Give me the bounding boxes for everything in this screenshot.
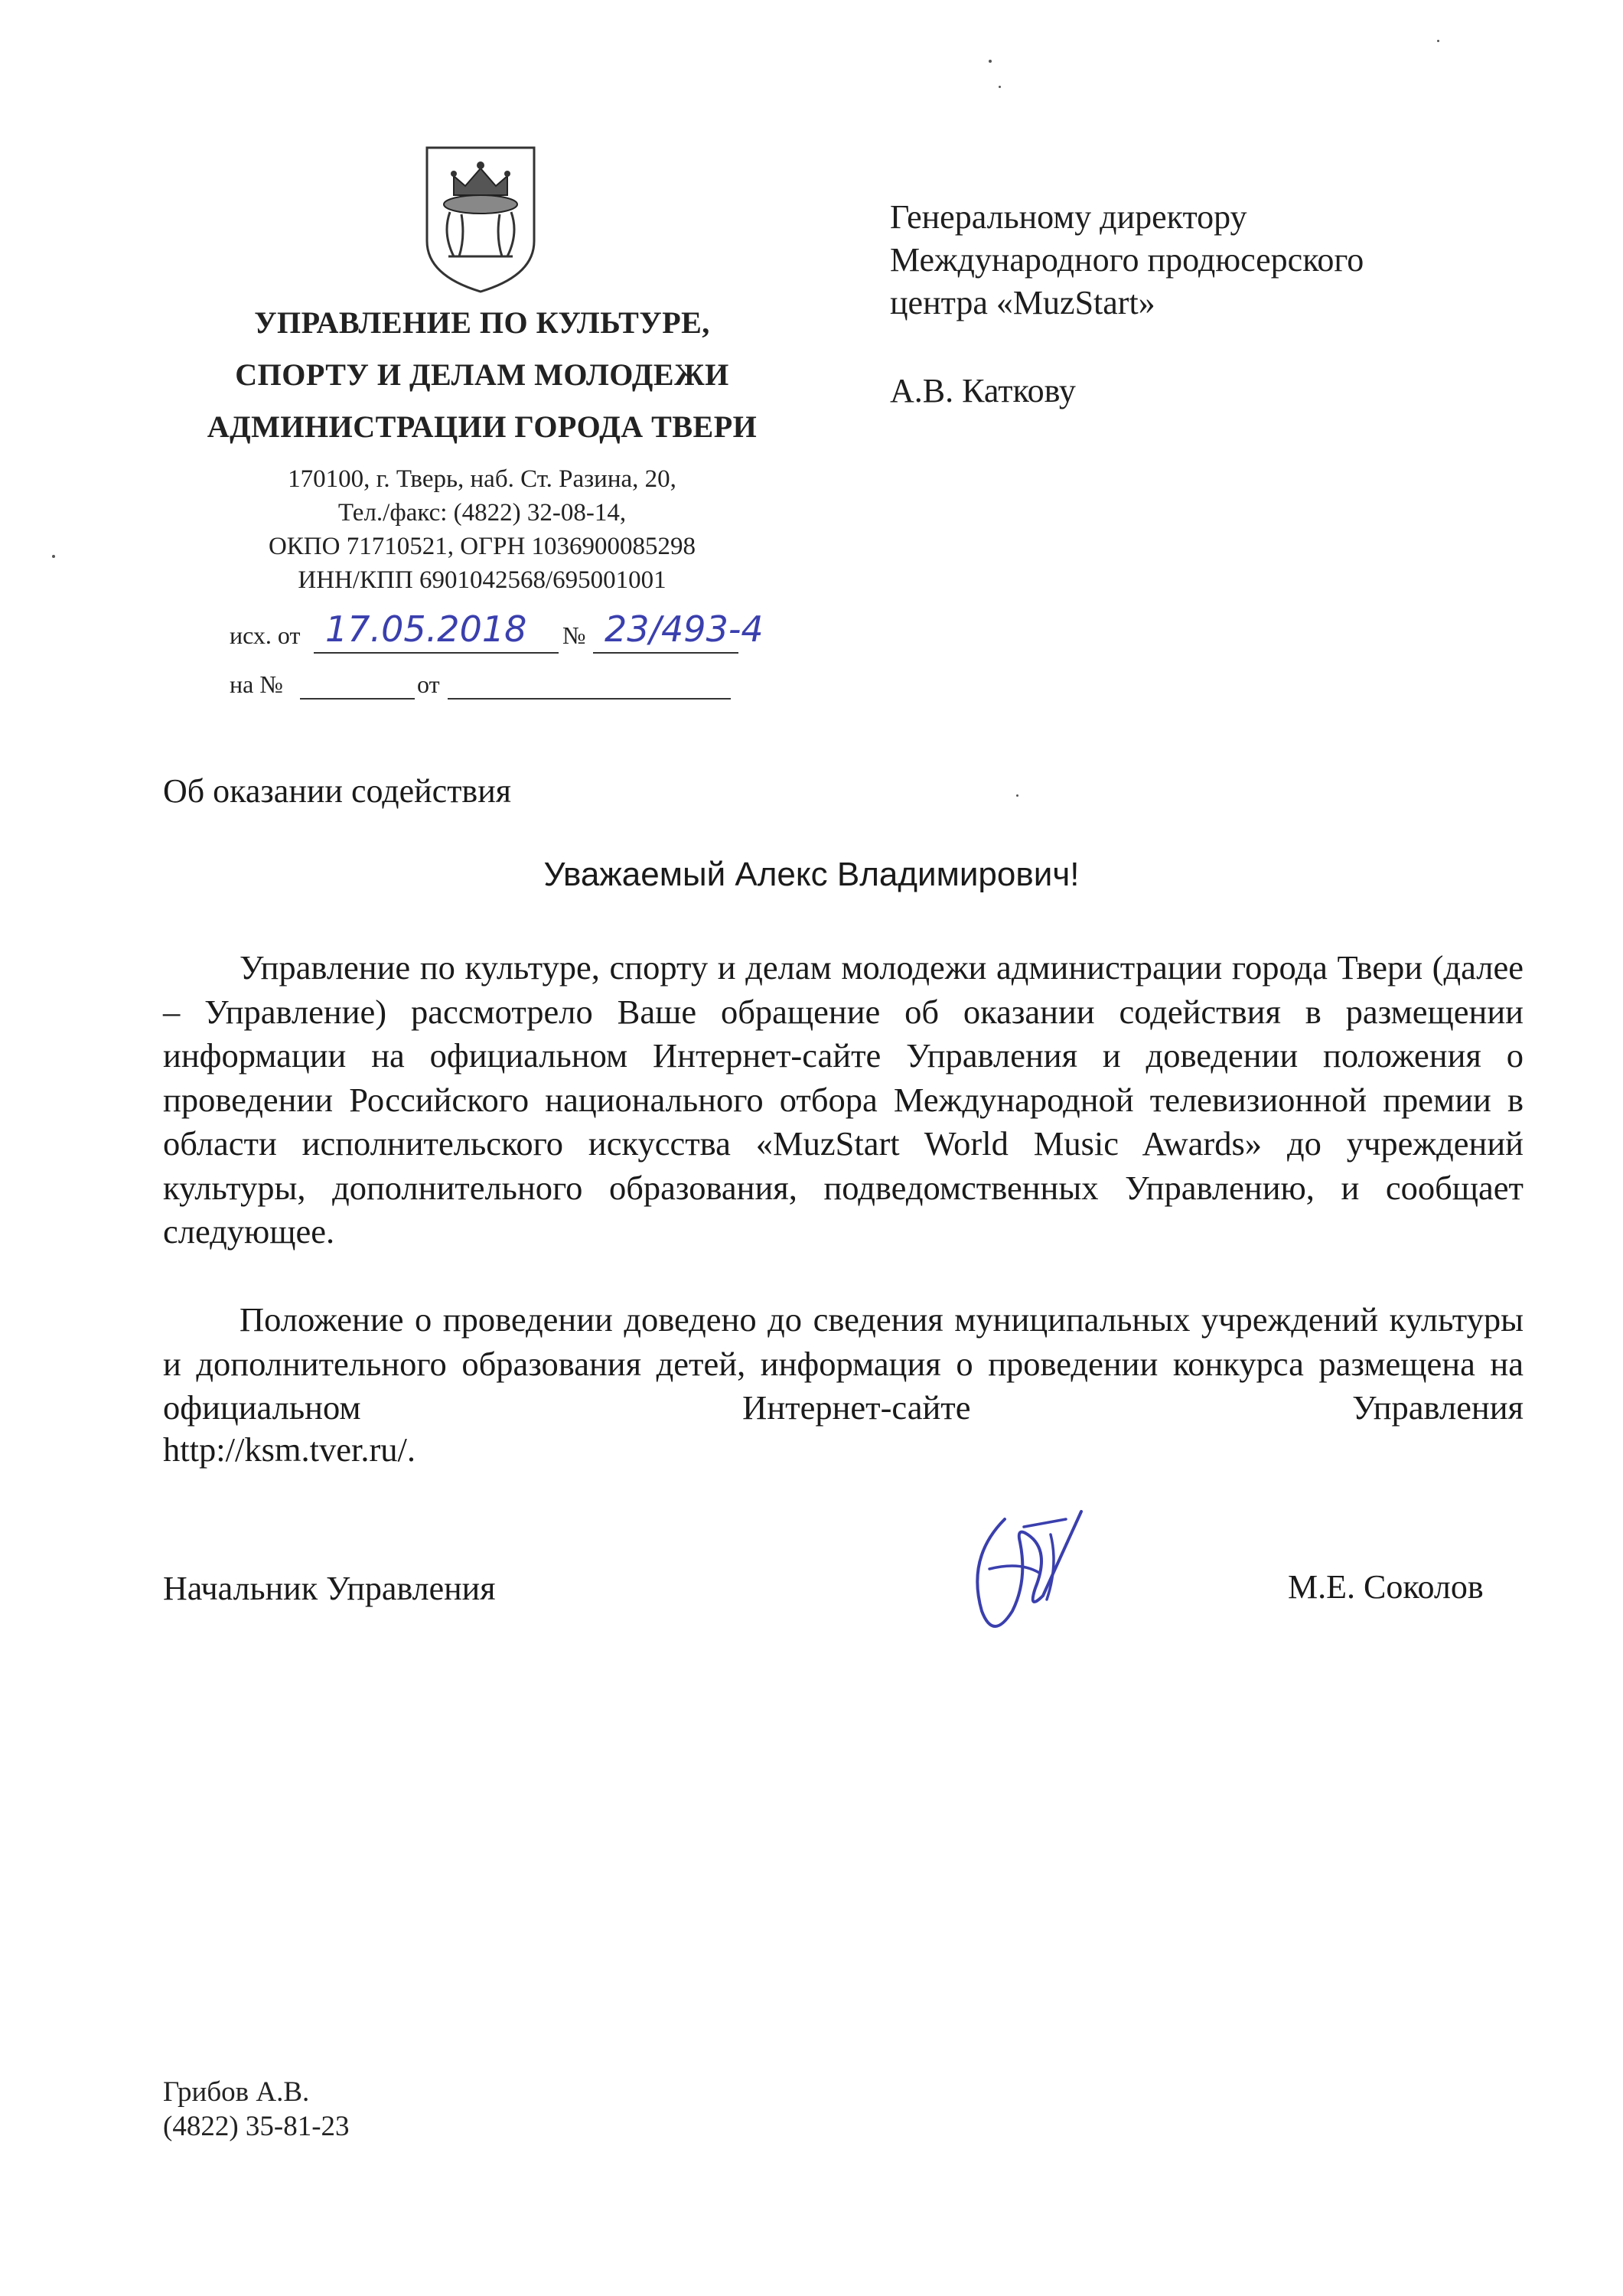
executor-phone: (4822) 35-81-23 xyxy=(163,2111,350,2142)
incoming-date-underline xyxy=(448,698,731,700)
salutation: Уважаемый Алекс Владимирович! xyxy=(543,856,1080,893)
scan-speck xyxy=(989,60,992,63)
signatory-name: М.Е. Соколов xyxy=(1288,1568,1484,1606)
addressee-line-3: центра «MuzStart» xyxy=(890,284,1155,321)
scan-speck xyxy=(999,86,1001,88)
outgoing-number-sign: № xyxy=(562,621,586,649)
body-paragraph-2: Положение о проведении доведено до сведения муниципальных учреждений культуры и дополнительного образования детей, информация о проведении конкурса размещена на официальном Интернет-сайте Управления xyxy=(163,1300,1524,1427)
org-name-line-1: УПРАВЛЕНИЕ ПО КУЛЬТУРЕ, xyxy=(254,305,710,340)
website-url: http://ksm.tver.ru/. xyxy=(163,1430,416,1469)
outgoing-number-underline xyxy=(593,652,738,654)
outgoing-number: 23/493-4 xyxy=(605,608,764,650)
org-name-line-2: СПОРТУ И ДЕЛАМ МОЛОДЕЖИ xyxy=(235,357,729,392)
incoming-from-label: от xyxy=(417,670,440,698)
scan-speck xyxy=(1016,794,1018,797)
scan-speck xyxy=(52,555,55,558)
executor-name: Грибов А.В. xyxy=(163,2076,310,2108)
scan-speck xyxy=(1437,40,1439,42)
addressee-line-2: Международного продюсерского xyxy=(890,241,1364,279)
org-name-line-3: АДМИНИСТРАЦИИ ГОРОДА ТВЕРИ xyxy=(207,409,758,444)
outgoing-date-underline xyxy=(314,652,559,654)
handwritten-signature-icon xyxy=(951,1496,1104,1649)
tver-coat-of-arms-icon xyxy=(419,142,542,295)
incoming-number-underline xyxy=(300,698,415,700)
org-address: 170100, г. Тверь, наб. Ст. Разина, 20, xyxy=(288,465,676,493)
addressee-line-1: Генеральному директору xyxy=(890,198,1247,236)
letter-subject: Об оказании содействия xyxy=(163,772,511,810)
incoming-label: на № xyxy=(230,670,283,698)
signatory-title: Начальник Управления xyxy=(163,1570,496,1607)
org-phone: Тел./факс: (4822) 32-08-14, xyxy=(337,499,627,527)
body-paragraph-1: Управление по культуре, спорту и делам молодежи администрации города Твери (далее – Управление) рассмотрело Ваше обращение об оказании содействия в размещении информации на официальном Интернет-сайте Управления и доведении положения о проведении Российского национального отбора Международной телевизионной премии в области исполнительского искусства «MuzStart World Music Awards» до учреждений культуры, дополнительного образования, подведомственных Управлению, и сообщает следующее. xyxy=(163,948,1524,1251)
org-inn-kpp: ИНН/КПП 6901042568/695001001 xyxy=(298,566,666,594)
org-okpo-ogrn: ОКПО 71710521, ОГРН 1036900085298 xyxy=(268,533,696,560)
addressee-name: А.В. Каткову xyxy=(890,372,1076,409)
outgoing-date: 17.05.2018 xyxy=(325,608,527,650)
outgoing-label: исх. от xyxy=(230,621,301,649)
